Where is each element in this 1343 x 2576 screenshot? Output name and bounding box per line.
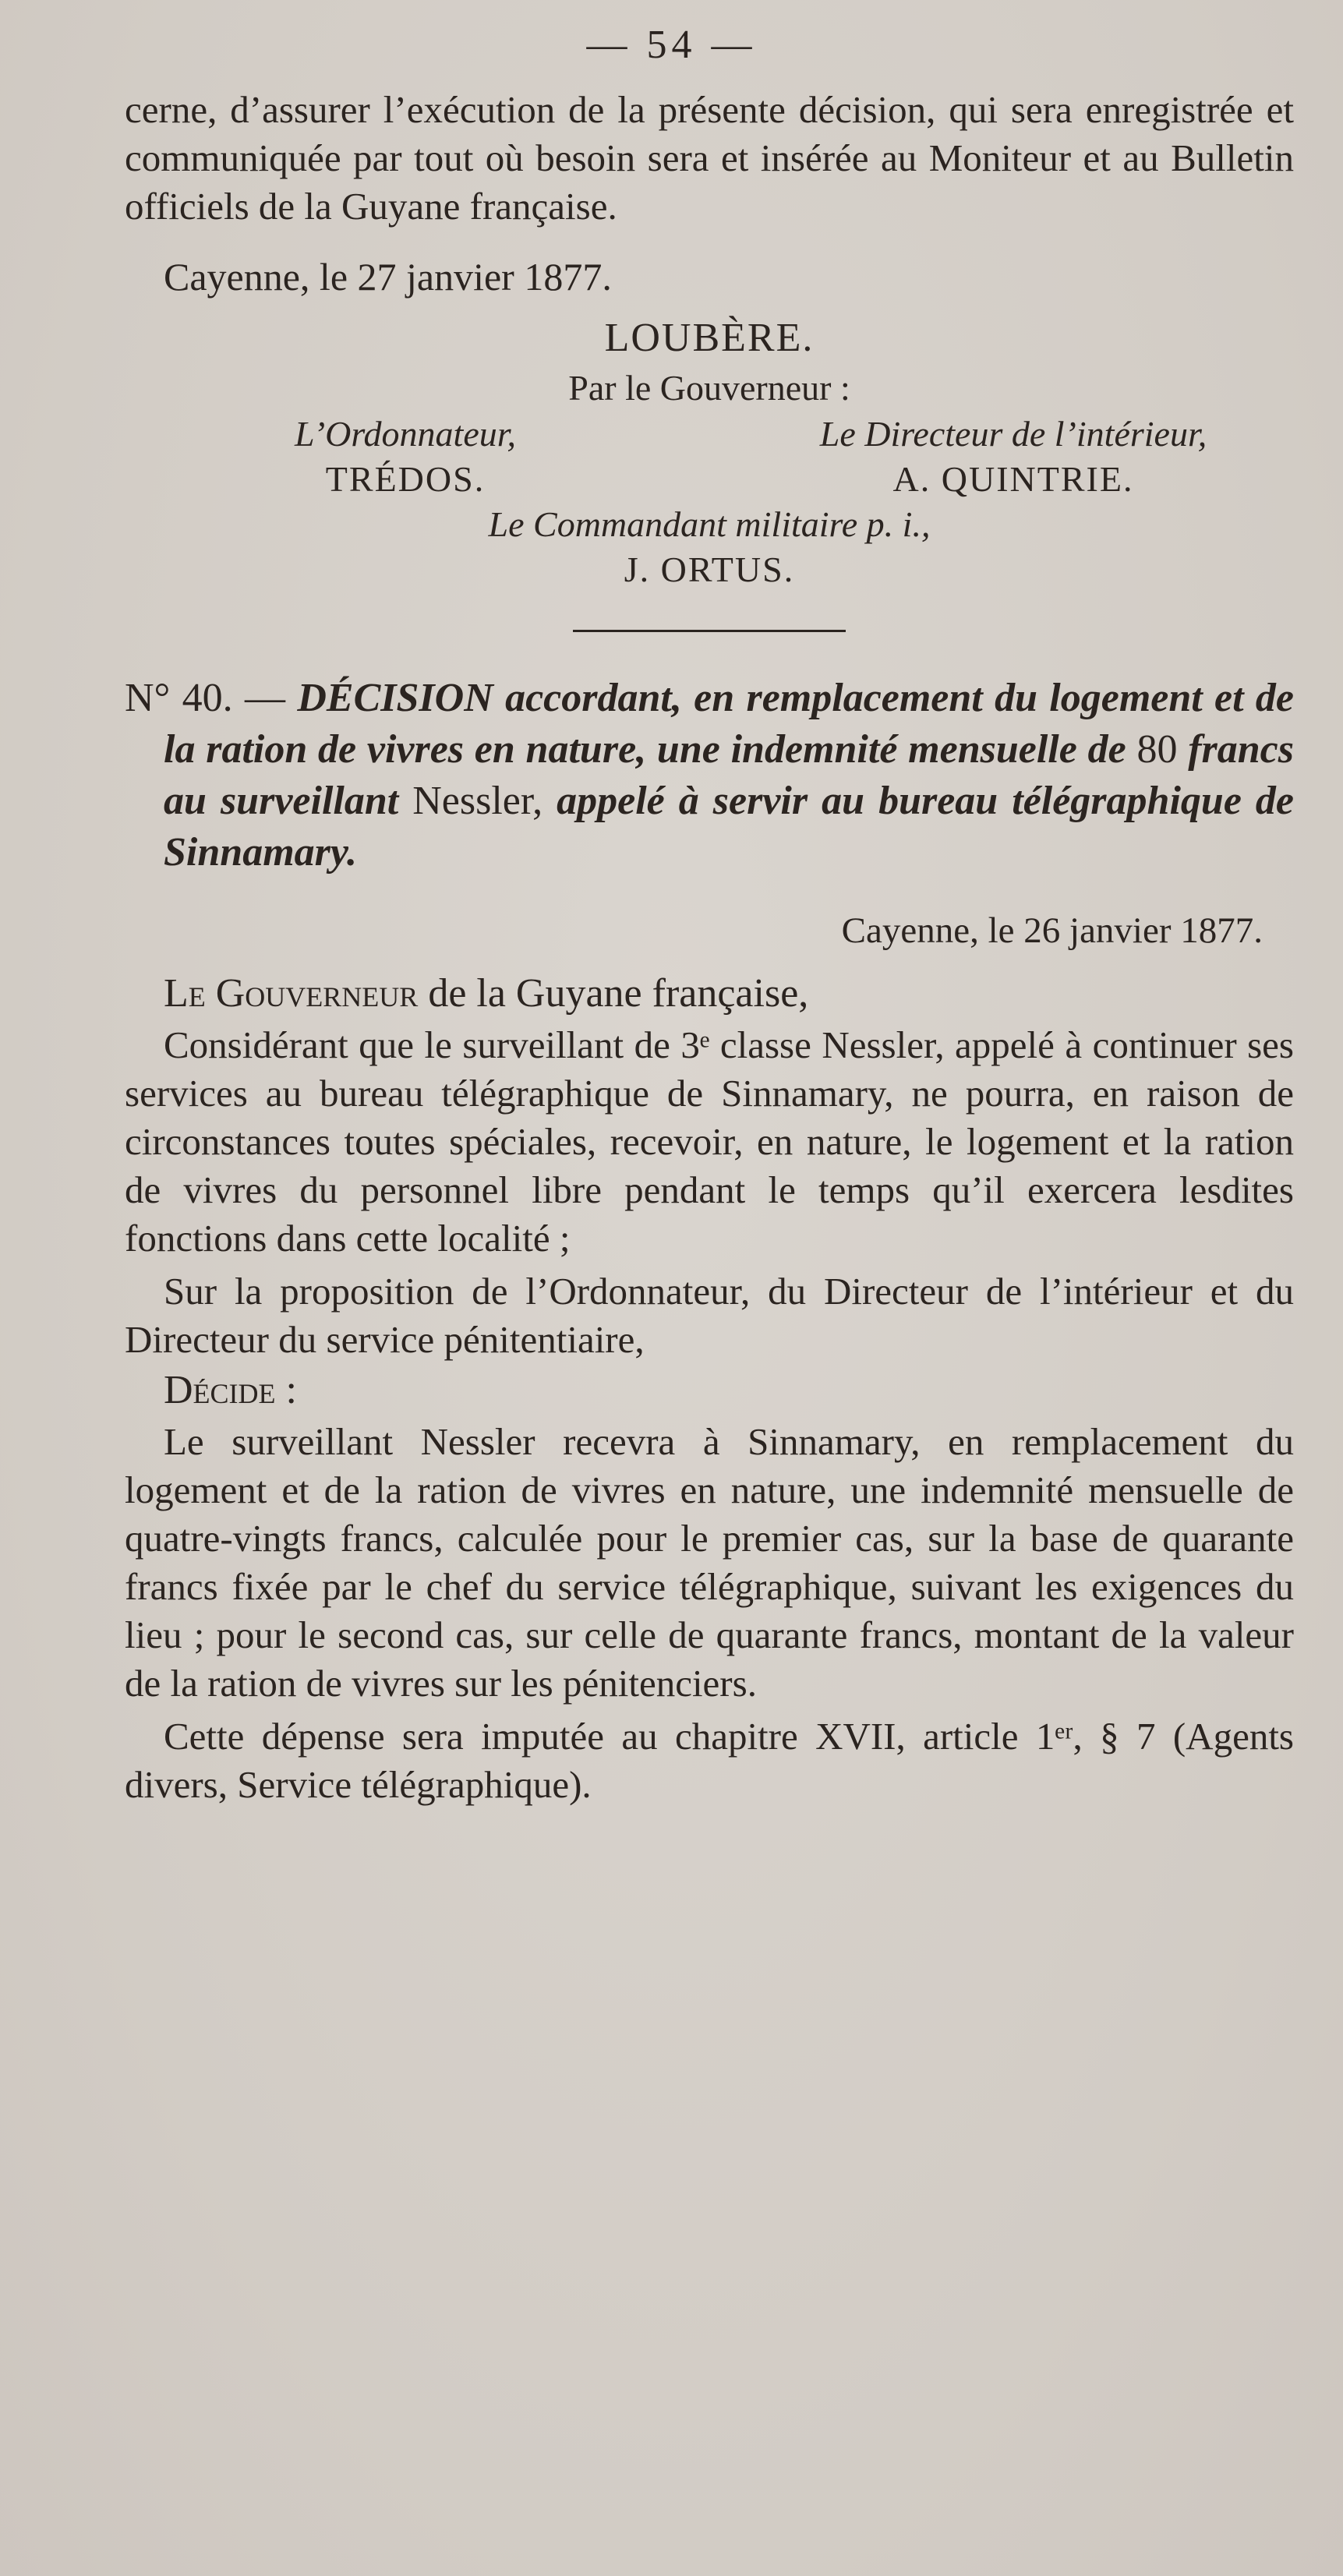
directeur-title: Le Directeur de l’intérieur,: [819, 414, 1207, 454]
decision-title: [125, 673, 1294, 878]
intro-paragraph: cerne, d’assurer l’exécution de la présente décision, qui sera enregistrée et communiquée par tout où besoin sera et insérée au Moniteur et au Bulletin officiels de la Guyane française.: [125, 88, 1294, 228]
governor-heading-suffix: de la Guyane française,: [428, 971, 809, 1016]
par-le-gouverneur: Par le Gouverneur :: [568, 368, 850, 408]
ordonnateur-title: L’Ordonnateur,: [294, 414, 517, 454]
commandant-title: Le Commandant militaire p. i.,: [488, 504, 931, 544]
considerant-paragraph: Considérant que le surveillant de 3ᵉ classe Nessler, appelé à continuer ses services au bureau télégraphique de Sinnamary, ne pourra, en raison de circonstances toutes spéciales, recevoir, en nature, le logement et la ration de vivres du personnel libre pendant le temps qu’il exercera lesdites fonctions dans cette localité ;: [125, 1023, 1294, 1260]
decision-body: Le surveillant Nessler recevra à Sinnamary, en remplacement du logement et de la ration de vivres en nature, une indemnité mensuelle de quatre-vingts francs, calculée pour le premier cas, sur la base de quarante francs fixée par le chef du service télégraphique, suivant les exigences du lieu ; pour le second cas, sur celle de quarante francs, montant de la valeur de la ration de vivres sur les pénitenciers.: [125, 1420, 1294, 1705]
signature-row: [125, 412, 1294, 502]
page-content: [125, 86, 1294, 1809]
decide-heading: Décide :: [164, 1368, 297, 1412]
decision-title-part3: appelé à servir au bureau télégraphique de Sinnamary.: [164, 779, 1295, 875]
signature-right: [733, 412, 1294, 502]
decision-person: Nessler,: [412, 779, 543, 823]
depense-paragraph: Cette dépense sera imputée au chapitre XVII, article 1ᵉʳ, § 7 (Agents divers, Service télégraphique).: [125, 1715, 1294, 1806]
proposition-paragraph: Sur la proposition de l’Ordonnateur, du Directeur de l’intérieur et du Directeur du service pénitentiaire,: [125, 1270, 1294, 1361]
commandant-name: J. ORTUS.: [624, 549, 795, 589]
governor-heading: [125, 970, 1294, 1016]
directeur-name: A. QUINTRIE.: [892, 459, 1134, 499]
governor-heading-prefix: Le Gouverneur: [164, 971, 419, 1016]
decision-date: Cayenne, le 26 janvier 1877.: [841, 910, 1263, 951]
governor-signature: LOUBÈRE.: [604, 316, 815, 360]
decision-number: N° 40. —: [125, 676, 285, 720]
page-number: — 54 —: [586, 23, 757, 67]
decision-title-part1: DÉCISION accordant, en remplacement du logement et de la ration de vivres en nature, une indemnité mensuelle de: [164, 676, 1294, 772]
decision-title-part2: francs au surveillant: [164, 727, 1294, 823]
decision-amount: 80: [1136, 727, 1178, 772]
section-divider: [573, 630, 846, 632]
signature-left: [125, 412, 686, 502]
ordonnateur-name: TRÉDOS.: [325, 459, 486, 499]
first-date: Cayenne, le 27 janvier 1877.: [164, 255, 612, 299]
